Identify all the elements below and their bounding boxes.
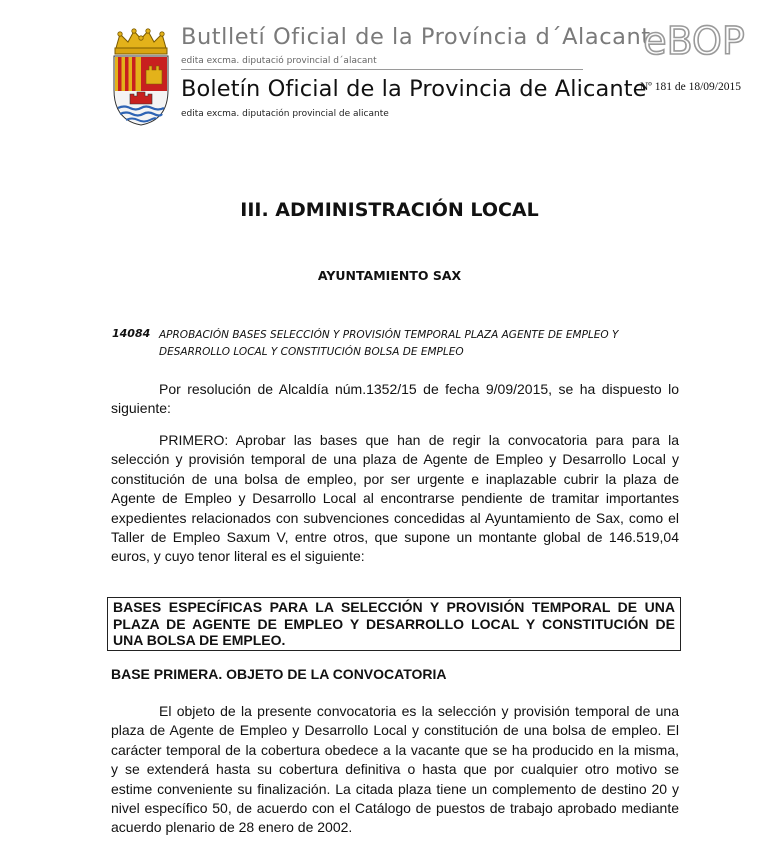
title-spanish: Boletín Oficial de la Provincia de Alicante xyxy=(181,76,647,102)
editor-spanish: edita excma. diputación provincial de alicante xyxy=(181,109,389,119)
header-divider xyxy=(181,69,583,70)
title-valencian: Butlletí Oficial de la Província d´Alacant xyxy=(181,24,651,50)
section-heading: III. ADMINISTRACIÓN LOCAL xyxy=(240,199,539,221)
announcement-number: 14084 xyxy=(112,327,151,340)
editor-valencian: edita excma. diputació provincial d´alacant xyxy=(181,56,377,66)
announcement-title: APROBACIÓN BASES SELECCIÓN Y PROVISIÓN TEMPORAL PLAZA AGENTE DE EMPLEO Y DESARROLLO LOCAL Y CONSTITUCIÓN BOLSA DE EMPLEO xyxy=(159,329,619,358)
municipality-heading: AYUNTAMIENTO SAX xyxy=(317,268,462,283)
coat-of-arms-icon xyxy=(110,28,172,126)
bases-title-box: BASES ESPECÍFICAS PARA LA SELECCIÓN Y PROVISIÓN TEMPORAL DE UNA PLAZA DE AGENTE DE EMPLEO Y DESARROLLO LOCAL Y CONSTITUCIÓN DE UNA BOLSA DE EMPLEO. xyxy=(107,597,681,651)
paragraph-resolution: Por resolución de Alcaldía núm.1352/15 de fecha 9/09/2015, se ha dispuesto lo siguiente: xyxy=(111,381,679,417)
paragraph-primero: PRIMERO: Aprobar las bases que han de regir la convocatoria para para la selección y provisión temporal de una plaza de Agente de Empleo y Desarrollo Local y constitución de una bolsa de empleo, por ser urgente e inaplazable cubrir la plaza de Agente de Empleo y Desarrollo Local al encontrarse pendiente de tramitar importantes expedientes relacionados con subvenciones concedidas al Ayuntamiento de Sax, como el Taller de Empleo Saxum V, entre otros, que supone un montante global de 146.519,04 euros, y cuyo tenor literal es el siguiente: xyxy=(111,432,679,565)
base-primera-heading: BASE PRIMERA. OBJETO DE LA CONVOCATORIA xyxy=(111,666,447,682)
paragraph-base-primera: El objeto de la presente convocatoria es la selección y provisión temporal de una plaza de Agente de Empleo y Desarrollo Local y constitución de una bolsa de empleo. El carácter temporal de la cobertura obedece a la vacante que se ha producido en la misma, y se extenderá hasta su cobertura definitiva o hasta que por cualquier otro motivo se estime conveniente su finalización. La citada plaza tiene un complemento de destino 20 y nivel específico 50, de acuerdo con el Catálogo de puestos de trabajo aprobado mediante acuerdo plenario de 28 enero de 2002. xyxy=(111,703,679,836)
ebop-logo xyxy=(636,18,752,62)
ebop-logo-text: eBOP xyxy=(643,19,745,62)
issue-number-date: Nº 181 de 18/09/2015 xyxy=(640,81,741,93)
